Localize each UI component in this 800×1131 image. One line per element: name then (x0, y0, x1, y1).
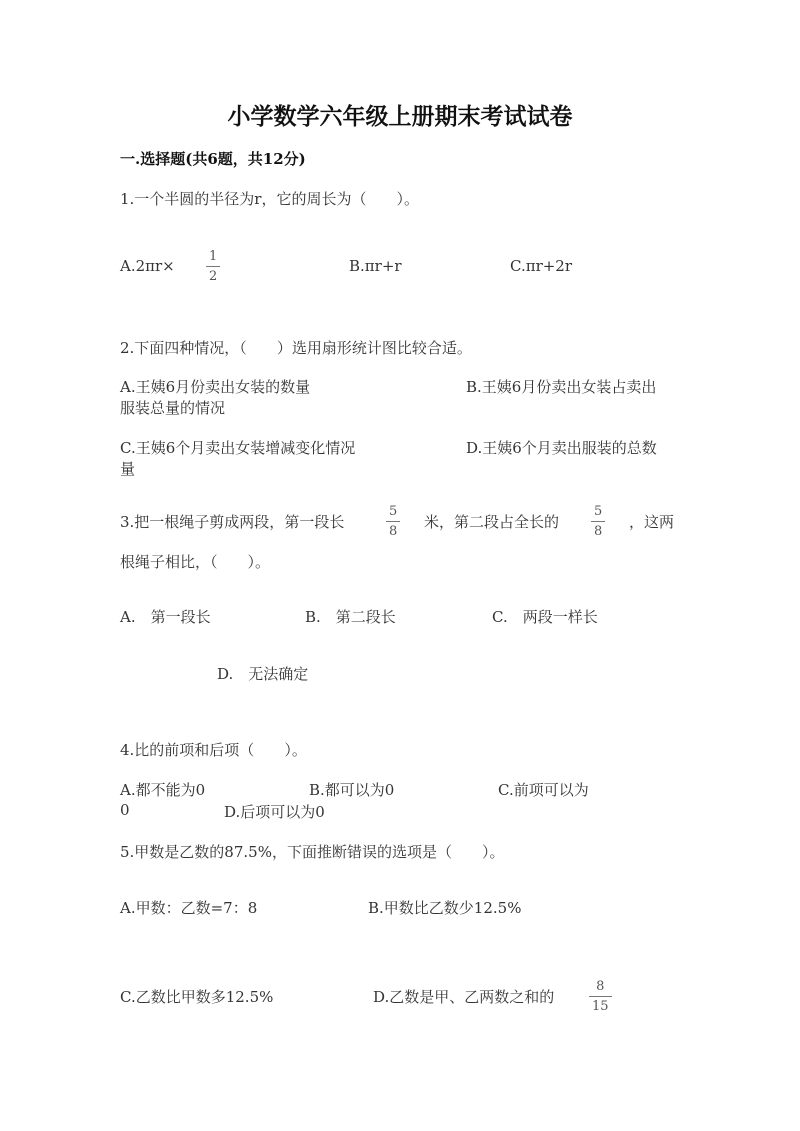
question-5-option-b: B.甲数比乙数少12.5% (368, 899, 522, 917)
question-3-option-b: B. 第二段长 (305, 608, 396, 626)
page-title: 小学数学六年级上册期末考试试卷 (227, 103, 573, 130)
question-2-option-b-line1: B.王姨6月份卖出女装占卖出 (466, 378, 657, 396)
section-heading: 一.选择题(共6题，共12分) (120, 150, 306, 168)
fraction-numerator: 5 (594, 504, 603, 519)
question-2-option-d-line2: 量 (120, 460, 136, 478)
question-5-option-a: A.甲数：乙数=7：8 (120, 899, 258, 917)
question-2-option-b-line2: 服装总量的情况 (120, 399, 226, 417)
fraction-numerator: 8 (596, 979, 605, 994)
question-5-option-c: C.乙数比甲数多12.5% (120, 988, 274, 1006)
question-4-stem: 4.比的前项和后项（ ）。 (120, 741, 307, 759)
question-4-option-c-line1: C.前项可以为 (498, 781, 589, 799)
question-5-option-d-fraction (589, 980, 612, 1013)
question-3-stem-part2: 米，第二段占全长的 (424, 513, 560, 531)
fraction-denominator: 2 (209, 269, 218, 284)
question-3-fraction-1 (386, 505, 400, 538)
question-3-option-d: D. 无法确定 (217, 665, 309, 683)
fraction-denominator: 15 (592, 999, 609, 1014)
question-3-option-c: C. 两段一样长 (492, 608, 598, 626)
question-1-option-b: B.πr+r (349, 257, 402, 275)
question-4-option-a: A.都不能为0 (120, 781, 206, 799)
question-5-stem: 5.甲数是乙数的87.5%，下面推断错误的选项是（ ）。 (120, 843, 505, 861)
question-4-option-b: B.都可以为0 (309, 781, 395, 799)
fraction-denominator: 8 (594, 524, 603, 539)
question-2-option-a: A.王姨6月份卖出女装的数量 (120, 378, 311, 396)
question-2-option-c: C.王姨6个月卖出女装增减变化情况 (120, 439, 356, 457)
question-1-option-a: A.2πr× (120, 257, 175, 275)
question-4-option-d: D.后项可以为0 (224, 803, 325, 821)
question-4-option-c-line2: 0 (120, 801, 130, 819)
question-3-stem-line2: 根绳子相比，（ ）。 (120, 553, 271, 571)
question-2-stem: 2.下面四种情况，（ ）选用扇形统计图比较合适。 (120, 339, 472, 357)
fraction-denominator: 8 (389, 524, 398, 539)
question-3-stem-part3: ，这两 (629, 513, 675, 531)
question-5-option-d: D.乙数是甲、乙两数之和的 (373, 988, 555, 1006)
question-1-option-a-fraction (206, 250, 220, 283)
fraction-numerator: 1 (209, 249, 218, 264)
question-2-option-d-line1: D.王姨6个月卖出服装的总数 (466, 439, 657, 457)
question-1-option-c: C.πr+2r (510, 257, 573, 275)
question-3-fraction-2 (591, 505, 605, 538)
question-3-stem-part1: 3.把一根绳子剪成两段，第一段长 (120, 513, 345, 531)
question-3-option-a: A. 第一段长 (120, 608, 211, 626)
fraction-numerator: 5 (389, 504, 398, 519)
question-1-stem: 1.一个半圆的半径为r，它的周长为（ ）。 (120, 190, 419, 208)
